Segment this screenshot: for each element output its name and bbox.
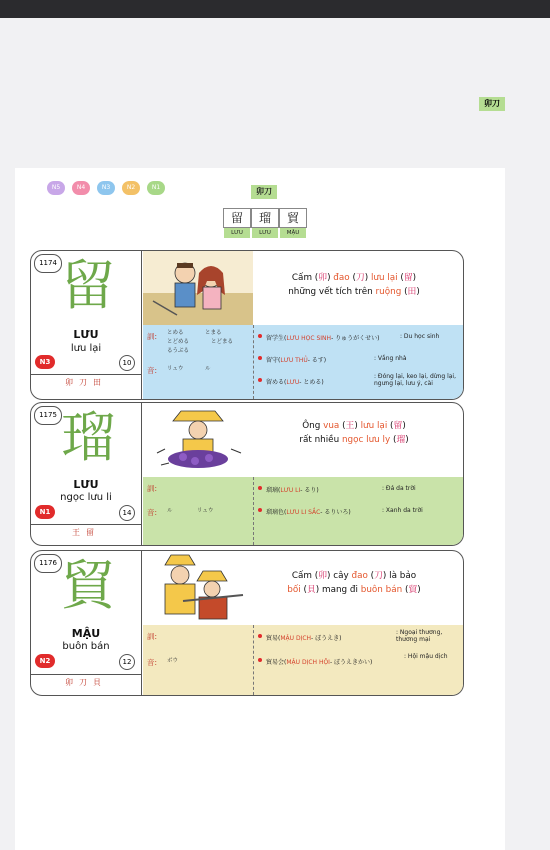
vocab-word: 留める xyxy=(266,379,285,386)
vocab-kana: - るす) xyxy=(307,357,327,364)
bullet-icon xyxy=(258,634,262,638)
jlpt-level-badge: N2 xyxy=(35,654,55,668)
vocab-kana: - るりいろ) xyxy=(320,509,351,516)
kanji-card xyxy=(30,402,464,546)
mnemonic-illustration xyxy=(143,403,253,477)
vocab-hanviet: MẬU DỊCH xyxy=(280,635,312,642)
stroke-count: 14 xyxy=(119,505,135,521)
header-kanji: 留 xyxy=(223,208,251,228)
kanji-part: 刀 xyxy=(79,678,93,687)
entry-number: 1175 xyxy=(34,406,62,425)
story-line: Cấm (卯) đao (刀) lưu lại (留) xyxy=(291,273,417,283)
mnemonic-story xyxy=(253,271,455,299)
header-reading: MẬU xyxy=(280,228,306,238)
story-line: Ông vua (王) lưu lại (留) xyxy=(302,421,406,431)
bullet-icon xyxy=(258,508,262,512)
on-reading: リュウ xyxy=(167,366,184,372)
mnemonic-illustration xyxy=(143,251,253,325)
romaji: MẬU xyxy=(71,627,101,640)
kun-reading: とめる xyxy=(167,330,184,336)
kun-reading: とどまる xyxy=(211,339,234,345)
kanji-character: 留 xyxy=(61,254,115,317)
on-label: 音: xyxy=(147,366,158,375)
vocab-hanviet: LƯU LI SẮC xyxy=(286,509,321,516)
on-reading: ル xyxy=(205,366,211,372)
vocab-word: 留学生 xyxy=(266,335,285,342)
vocab-kana: - ぼうえきかい) xyxy=(329,659,373,666)
on-reading: ル xyxy=(167,508,173,514)
kanji-glyph xyxy=(57,255,119,317)
kun-label: 訓: xyxy=(147,332,158,341)
kanji-glyph xyxy=(57,555,119,617)
kanji-part: 卯 xyxy=(65,378,79,387)
illustration xyxy=(143,251,253,325)
vocab-kana: - りゅうがくせい) xyxy=(331,335,380,342)
meaning: lưu lại xyxy=(70,343,102,354)
vocab-hanviet: LƯU xyxy=(286,379,300,386)
vocab-kana: - るり) xyxy=(300,487,319,494)
kanji-card xyxy=(30,550,464,696)
vocab-list: 貿易(MẬU DỊCH- ぼうえき) : Ngoại thương, thương mại 貿易会(MẬU DỊCH HỘI- ぼうえきかい) : Hội mậu dịch xyxy=(253,625,463,695)
story-line: những vết tích trên ruộng (田) xyxy=(288,287,420,297)
on-reading: リュウ xyxy=(197,508,214,514)
vocab-hanviet: MẬU DỊCH HỘI xyxy=(286,659,330,666)
component-tag: 卯刀 xyxy=(251,185,277,199)
level-badge-n5: N5 xyxy=(47,181,65,195)
meaning: buôn bán xyxy=(62,641,110,652)
side-tab: 卯刀 xyxy=(479,97,505,111)
vocab-hanviet: LƯU HỌC SINH xyxy=(286,335,332,342)
kanji-part: 貝 xyxy=(93,678,107,687)
bullet-icon xyxy=(258,486,262,490)
bullet-icon xyxy=(258,356,262,360)
on-label: 音: xyxy=(147,508,158,517)
viewer-top-bar xyxy=(0,0,550,18)
on-label: 音: xyxy=(147,658,158,667)
level-badge-n3: N3 xyxy=(97,181,115,195)
vocab-meaning: : Du học sinh xyxy=(400,333,440,340)
vocab-kana: - ぼうえき) xyxy=(311,635,342,642)
vocab-meaning: : Đá da trời xyxy=(382,485,416,492)
kanji-parts xyxy=(31,674,141,691)
vocab-list: 瑠璃(LƯU LI- るり) : Đá da trời 瑠璃色(LƯU LI SẮC- るりいろ) : Xanh da trời xyxy=(253,477,463,545)
vocab-kana: - とめる) xyxy=(299,379,324,386)
on-reading: ボウ xyxy=(167,658,179,664)
kun-label: 訓: xyxy=(147,484,158,493)
kanji-part: 留 xyxy=(86,528,100,537)
header-kanji: 貿 xyxy=(279,208,307,228)
vocab-word: 貿易会 xyxy=(266,659,285,666)
vocab-word: 瑠璃色 xyxy=(266,509,285,516)
illustration xyxy=(143,403,253,477)
kanji-glyph xyxy=(57,407,119,469)
kanji-parts xyxy=(31,524,141,541)
mnemonic-illustration xyxy=(143,551,253,625)
kanji-character: 瑠 xyxy=(61,406,115,469)
romaji: LƯU xyxy=(73,328,99,341)
level-badge-n4: N4 xyxy=(72,181,90,195)
readings-panel xyxy=(143,625,253,695)
vocab-word: 貿易 xyxy=(266,635,279,642)
kanji-parts xyxy=(31,374,141,391)
vocab-word: 留守 xyxy=(266,357,279,364)
vocab-word: 瑠璃 xyxy=(266,487,279,494)
entry-number: 1174 xyxy=(34,254,62,273)
bullet-icon xyxy=(258,658,262,662)
kanji-info xyxy=(31,251,142,399)
vocab-hanviet: LƯU LI xyxy=(280,487,301,494)
vocab-meaning: : Xanh da trời xyxy=(382,507,423,514)
level-badge-n2: N2 xyxy=(122,181,140,195)
kanji-info xyxy=(31,403,142,545)
story-line: bối (貝) mang đi buôn bán (貿) xyxy=(287,585,421,595)
kun-reading: とどめる xyxy=(167,339,190,345)
readings-panel xyxy=(143,477,253,545)
kanji-part: 卯 xyxy=(65,678,79,687)
meaning: ngọc lưu li xyxy=(60,492,112,503)
romaji: LƯU xyxy=(73,478,99,491)
bullet-icon xyxy=(258,334,262,338)
readings-panel xyxy=(143,325,253,399)
story-line: rất nhiều ngọc lưu ly (瑠) xyxy=(299,435,409,445)
kun-label: 訓: xyxy=(147,632,158,641)
level-badge-n1: N1 xyxy=(147,181,165,195)
kanji-part: 田 xyxy=(93,378,107,387)
vocab-meaning: : Vắng nhà xyxy=(374,355,407,362)
mnemonic-story xyxy=(253,419,455,447)
kanji-part: 王 xyxy=(72,528,86,537)
bullet-icon xyxy=(258,378,262,382)
kanji-card xyxy=(30,250,464,400)
vocab-meaning: : Ngoại thương, thương mại xyxy=(396,629,443,643)
jlpt-level-badge: N1 xyxy=(35,505,55,519)
kun-reading: とまる xyxy=(205,330,222,336)
vocab-meaning: : Đóng lại, keo lại, dừng lại, ngưng lại, lưu ý, cài xyxy=(374,373,456,387)
kanji-info xyxy=(31,551,142,695)
header-reading: LƯU xyxy=(224,228,250,238)
entry-number: 1176 xyxy=(34,554,62,573)
stroke-count: 10 xyxy=(119,355,135,371)
header-reading: LƯU xyxy=(252,228,278,238)
story-line: Cấm (卯) cây đao (刀) là bảo xyxy=(291,571,417,581)
mnemonic-story xyxy=(253,569,455,597)
kanji-character: 貿 xyxy=(61,554,115,617)
stroke-count: 12 xyxy=(119,654,135,670)
jlpt-level-badge: N3 xyxy=(35,355,55,369)
header-kanji: 瑠 xyxy=(251,208,279,228)
kanji-part: 刀 xyxy=(79,378,93,387)
illustration xyxy=(143,551,253,625)
vocab-list: 留学生(LƯU HỌC SINH- りゅうがくせい) : Du học sinh 留守(LƯU THỦ- るす) : Vắng nhà 留める(LƯU- とめる) : Đóng lại, keo lại, dừng lại, ngưng lại, lưu ý, cài xyxy=(253,325,463,399)
vocab-meaning: : Hội mậu dịch xyxy=(404,653,448,660)
vocab-hanviet: LƯU THỦ xyxy=(280,357,308,364)
kun-reading: るうぶる xyxy=(167,348,190,354)
